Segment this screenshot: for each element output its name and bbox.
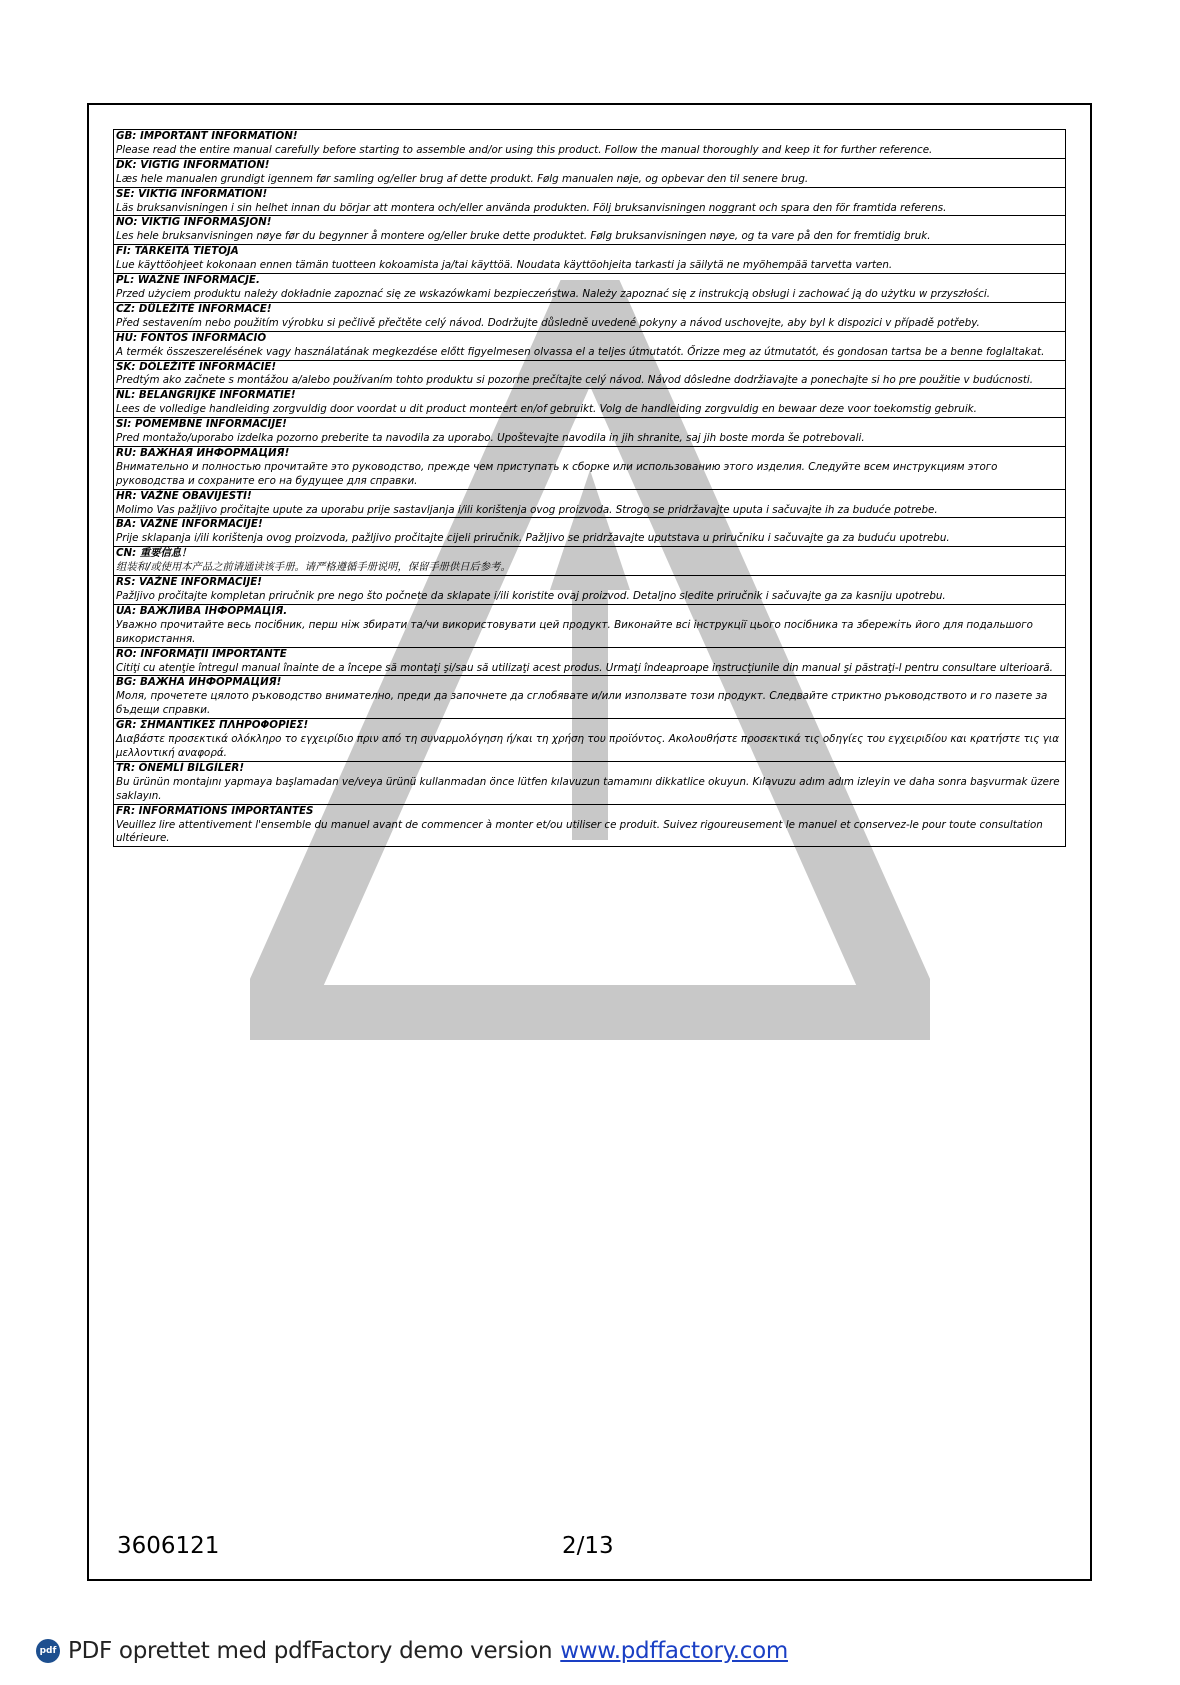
section-heading: PL: WAŻNE INFORMACJE. bbox=[116, 274, 260, 287]
pdffactory-link[interactable]: www.pdffactory.com bbox=[560, 1638, 788, 1664]
section-text: Lue käyttöohjeet kokonaan ennen tämän tuotteen kokoamista ja/tai käyttöä. Noudata käyttöohjeita tarkasti ja säilytä ne myöhempää tarvetta varten. bbox=[116, 259, 893, 272]
section-heading: UA: ВАЖЛИВА ІНФОРМАЦІЯ. bbox=[116, 604, 288, 617]
section-heading: GB: IMPORTANT INFORMATION! bbox=[116, 130, 298, 142]
section-text: Prije sklapanja i/ili korištenja ovog proizvoda, pažljivo pročitajte cijeli priručnik. Pažljivo se pridržavajte uputstava u priručniku i sačuvajte ga za buduću upotrebu. bbox=[116, 532, 950, 545]
section-text: Уважно прочитайте весь посібник, перш ніж збирати та/чи використовувати цей продукт. Виконайте всі інструкції цього посібника та збережіть його для подальшого використання. bbox=[116, 618, 1033, 645]
language-section bbox=[113, 188, 1066, 217]
language-section bbox=[113, 490, 1066, 519]
section-heading: FI: TÄRKEITÄ TIETOJA bbox=[116, 245, 239, 258]
section-text: Διαβάστε προσεκτικά ολόκληρο το εγχειρίδιο πριν από τη συναρμολόγηση ή/και τη χρήση του προϊόντος. Ακολουθήστε προσεκτικά τις οδηγίες του εγχειριδίου και κρατήστε τις για μελλοντική αναφορά. bbox=[116, 733, 1059, 759]
section-heading: DK: VIGTIG INFORMATION! bbox=[116, 158, 270, 171]
language-section bbox=[113, 805, 1066, 848]
section-heading: TR: ÖNEMLİ BİLGİLER! bbox=[116, 761, 245, 774]
language-section bbox=[113, 762, 1066, 805]
section-heading: NO: VIKTIG INFORMASJON! bbox=[116, 216, 272, 229]
section-text: Pred montažo/uporabo izdelka pozorno preberite ta navodila za uporabo. Upoštevajte navodila in jih shranite, saj jih boste morda še potrebovali. bbox=[116, 432, 865, 445]
section-heading: SI: POMEMBNE INFORMACIJE! bbox=[116, 418, 287, 431]
language-section bbox=[113, 361, 1066, 390]
language-section bbox=[113, 303, 1066, 332]
section-text: Внимательно и полностью прочитайте это руководство, прежде чем приступать к сборке или использованию этого изделия. Следуйте всем инструкциям этого руководства и сохраните его на будущее для справки. bbox=[116, 460, 998, 487]
language-section bbox=[113, 447, 1066, 490]
language-section bbox=[113, 216, 1066, 245]
language-section bbox=[113, 518, 1066, 547]
language-section bbox=[113, 274, 1066, 303]
section-heading: HU: FONTOS INFORMÁCIÓ bbox=[116, 331, 267, 344]
section-text: Lees de volledige handleiding zorgvuldig door voordat u dit product monteert en/of gebruikt. Volg de handleiding zorgvuldig en bewaar deze voor toekomstig gebruik. bbox=[116, 403, 977, 416]
banner-text: PDF oprettet med pdfFactory demo version bbox=[68, 1638, 553, 1664]
pdffactory-banner bbox=[36, 1633, 788, 1669]
section-text: Les hele bruksanvisningen nøye før du begynner å montere og/eller bruke dette produktet. Følg bruksanvisningen nøye, og ta vare på den for fremtidig bruk. bbox=[116, 230, 931, 243]
language-section bbox=[113, 576, 1066, 605]
section-text: 组装和/或使用本产品之前请通读该手册。请严格遵循手册说明，保留手册供日后参考。 bbox=[116, 561, 511, 574]
section-heading: CZ: DŮLEŽITÉ INFORMACE! bbox=[116, 302, 272, 315]
section-text: Pažljivo pročitajte kompletan priručnik pre nego što počnete da sklapate i/ili koristite ovaj proizvod. Detaljno sledite priručnik i sačuvajte ga za kasniju upotrebu. bbox=[116, 590, 946, 602]
section-text: Predtým ako začnete s montážou a/alebo používaním tohto produktu si pozorne prečítajte celý návod. Návod dôsledne dodržiavajte a ponechajte si ho pre použitie v budúcnosti. bbox=[116, 374, 1034, 387]
section-heading: RU: ВАЖНАЯ ИНФОРМАЦИЯ! bbox=[116, 446, 290, 459]
pdf-logo-icon: pdf bbox=[36, 1639, 60, 1663]
section-heading: BG: ВАЖНА ИНФОРМАЦИЯ! bbox=[116, 676, 282, 689]
section-heading: SE: VIKTIG INFORMATION! bbox=[116, 187, 268, 200]
section-text: Veuillez lire attentivement l'ensemble du manuel avant de commencer à monter et/ou utiliser ce produit. Suivez rigoureusement le manuel et conservez-le pour toute consultation ultérieure. bbox=[116, 818, 1043, 845]
section-heading: RS: VAŽNE INFORMACIJE! bbox=[116, 576, 263, 589]
section-heading: BA: VAŽNE INFORMACIJE! bbox=[116, 518, 263, 531]
section-text: Bu ürünün montajını yapmaya başlamadan ve/veya ürünü kullanmadan önce lütfen kılavuzun tamamını dikkatlice okuyun. Kılavuzu adım adım izleyin ve daha sonra başvurmak üzere saklayın. bbox=[116, 775, 1060, 802]
section-heading: CN: 重要信息！ bbox=[116, 547, 192, 560]
section-text: Моля, прочетете цялото ръководство внимателно, преди да започнете да сглобявате и/или използвате този продукт. Следвайте стриктно ръководството и го пазете за бъдещи справки. bbox=[116, 690, 1048, 717]
section-heading: SK: DÔLEŽITÉ INFORMÁCIE! bbox=[116, 360, 277, 373]
section-heading: FR: INFORMATIONS IMPORTANTES bbox=[116, 804, 314, 817]
safety-notice-table bbox=[113, 129, 1066, 847]
language-section bbox=[113, 245, 1066, 274]
section-text: Molimo Vas pažljivo pročitajte upute za uporabu prije sastavljanja i/ili korištenja ovog proizvoda. Strogo se pridržavajte uputa i sačuvajte ih za buduće potrebe. bbox=[116, 503, 938, 516]
section-heading: GR: ΣΗΜΑΝΤΙΚΕΣ ΠΛΗΡΟΦΟΡΙΕΣ! bbox=[116, 719, 309, 732]
section-text: Please read the entire manual carefully before starting to assemble and/or using this product. Follow the manual thoroughly and keep it for further reference. bbox=[116, 143, 933, 156]
section-text: A termék összeszerelésének vagy használatának megkezdése előtt figyelmesen olvassa el a teljes útmutatót. Őrizze meg az útmutatót, és gondosan tartsa be a benne foglaltakat. bbox=[116, 345, 1045, 358]
language-section bbox=[113, 719, 1066, 762]
section-heading: HR: VAŽNE OBAVIJESTI! bbox=[116, 489, 252, 502]
document-number: 3606121 bbox=[117, 1533, 220, 1559]
section-text: Citiţi cu atenţie întregul manual înainte de a începe să montaţi şi/sau să utilizaţi acest produs. Urmaţi îndeaproape instrucţiunile din manual şi păstraţi-l pentru consultare ulterioară. bbox=[116, 661, 1053, 674]
section-heading: NL: BELANGRIJKE INFORMATIE! bbox=[116, 389, 296, 402]
section-text: Läs bruksanvisningen i sin helhet innan du börjar att montera och/eller använda produkten. Följ bruksanvisningen noggrant och spara den för framtida referens. bbox=[116, 201, 947, 214]
language-section bbox=[113, 676, 1066, 719]
language-section bbox=[113, 418, 1066, 447]
language-section bbox=[113, 389, 1066, 418]
language-section bbox=[113, 605, 1066, 648]
language-section bbox=[113, 159, 1066, 188]
page-number: 2/13 bbox=[562, 1533, 614, 1559]
section-text: Před sestavením nebo použitím výrobku si pečlivě přečtěte celý návod. Dodržujte důsledně uvedené pokyny a návod uschovejte, aby byl k dispozici v případě potřeby. bbox=[116, 316, 980, 329]
language-section bbox=[113, 129, 1066, 159]
language-section bbox=[113, 332, 1066, 361]
section-heading: RO: INFORMAŢII IMPORTANTE bbox=[116, 647, 287, 660]
language-section bbox=[113, 547, 1066, 576]
language-section bbox=[113, 648, 1066, 677]
section-text: Læs hele manualen grundigt igennem før samling og/eller brug af dette produkt. Følg manualen nøje, og opbevar den til senere brug. bbox=[116, 172, 809, 185]
section-text: Przed użyciem produktu należy dokładnie zapoznać się ze wskazówkami bezpieczeństwa. Należy zapoznać się z instrukcją obsługi i zachować ją do użytku w przyszłości. bbox=[116, 287, 991, 300]
